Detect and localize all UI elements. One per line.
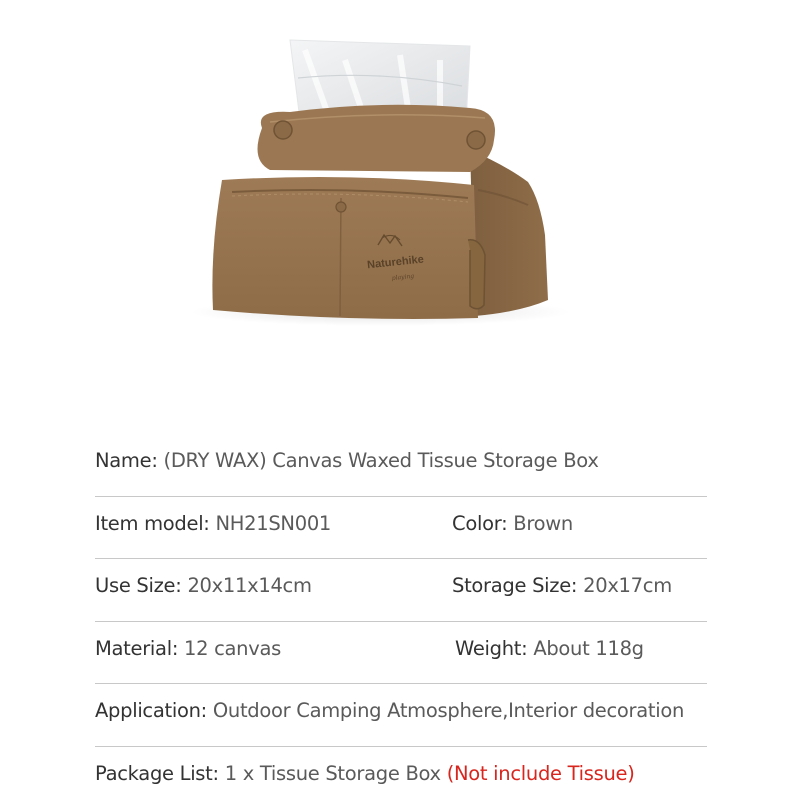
spec-material-value: 12 canvas xyxy=(184,637,281,660)
spec-weight xyxy=(455,637,644,660)
spec-use-size xyxy=(95,574,312,597)
spec-application-value: Outdoor Camping Atmosphere,Interior decoration xyxy=(213,699,684,722)
logo-text: Naturehike xyxy=(367,253,425,271)
spec-package-list-note: (Not include Tissue) xyxy=(447,762,635,785)
spec-name xyxy=(95,449,599,472)
spec-storage-size xyxy=(452,574,672,597)
spec-use-size-label: Use Size: xyxy=(95,574,182,597)
snap-button-front xyxy=(336,202,346,212)
spec-package-list-value: 1 x Tissue Storage Box xyxy=(225,762,441,785)
side-strap xyxy=(468,240,485,309)
spec-item-model xyxy=(95,512,331,535)
spec-package-list-label: Package List: xyxy=(95,762,219,785)
spec-use-size-value: 20x11x14cm xyxy=(187,574,311,597)
spec-table xyxy=(95,434,707,809)
spec-storage-size-label: Storage Size: xyxy=(452,574,577,597)
spec-row-name xyxy=(95,434,707,497)
snap-button-left xyxy=(274,121,292,139)
spec-color xyxy=(452,512,573,535)
spec-storage-size-value: 20x17cm xyxy=(583,574,672,597)
spec-package-list xyxy=(95,762,635,785)
spec-row-application xyxy=(95,684,707,747)
spec-row-sizes xyxy=(95,559,707,622)
snap-button-right xyxy=(467,131,485,149)
spec-material-label: Material: xyxy=(95,637,178,660)
product-photo xyxy=(0,0,800,400)
spec-name-label: Name: xyxy=(95,449,158,472)
spec-weight-value: About 118g xyxy=(533,637,643,660)
box-front-panel xyxy=(212,177,478,319)
spec-application xyxy=(95,699,684,722)
spec-color-label: Color: xyxy=(452,512,507,535)
spec-weight-label: Weight: xyxy=(455,637,527,660)
spec-name-value: (DRY WAX) Canvas Waxed Tissue Storage Box xyxy=(164,449,599,472)
spec-application-label: Application: xyxy=(95,699,207,722)
spec-item-model-label: Item model: xyxy=(95,512,210,535)
spec-color-value: Brown xyxy=(513,512,573,535)
spec-item-model-value: NH21SN001 xyxy=(215,512,331,535)
spec-row-material-weight xyxy=(95,622,707,685)
tissue-box-illustration xyxy=(0,0,800,400)
logo-tagline: playing xyxy=(391,273,414,282)
spec-material xyxy=(95,637,281,660)
spec-row-model-color xyxy=(95,497,707,560)
